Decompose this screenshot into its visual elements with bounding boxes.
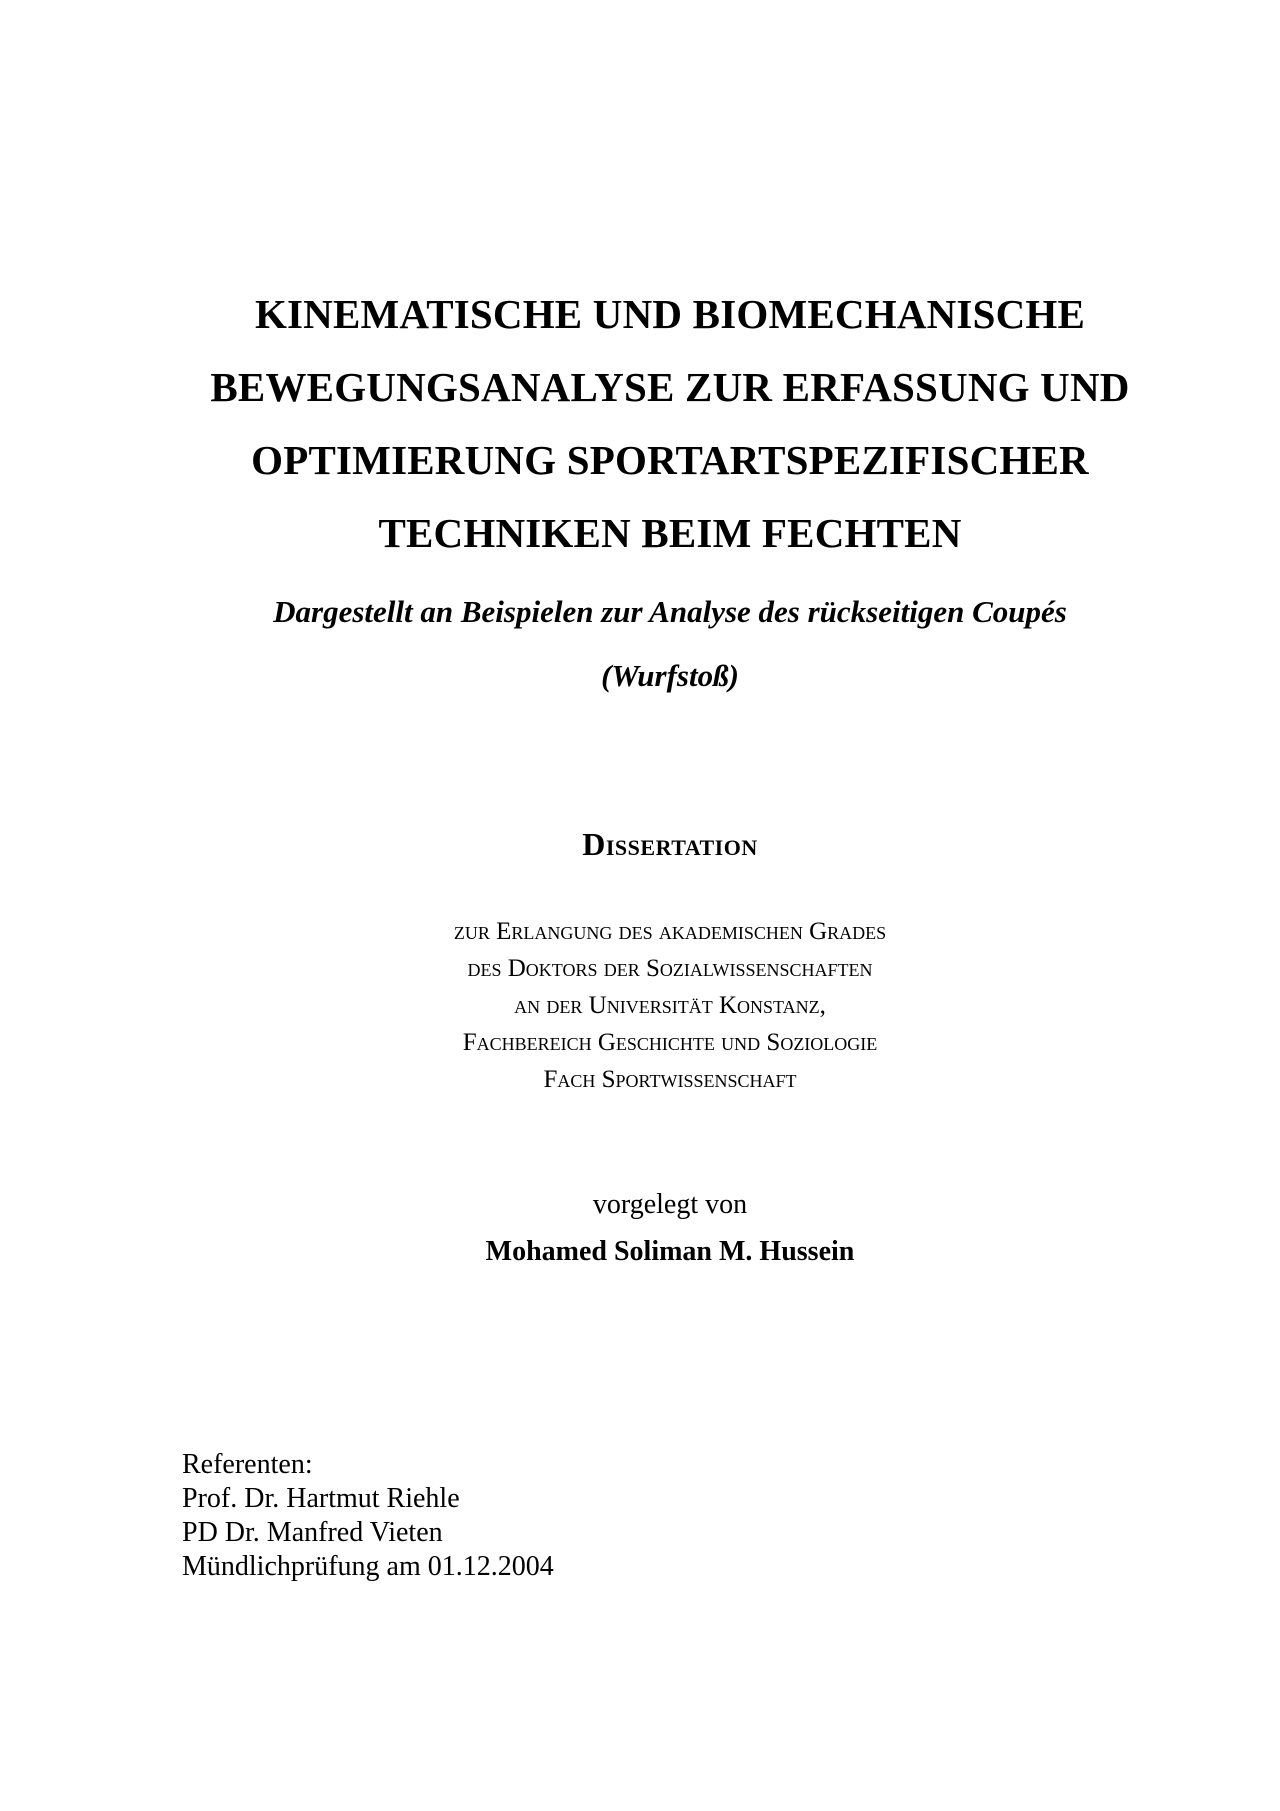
referees-heading: Referenten:: [182, 1449, 313, 1480]
title-line: BEWEGUNGSANALYSE ZUR ERFASSUNG UND: [210, 364, 1130, 410]
degree-line: zur Erlangung des akademischen Grades: [453, 918, 887, 945]
author-name: Mohamed Soliman M. Hussein: [485, 1236, 855, 1267]
exam-date: Mündlichprüfung am 01.12.2004: [182, 1551, 554, 1582]
degree-statement: [0, 913, 1280, 1098]
degree-line: des Doktors der Sozialwissenschaften: [467, 955, 873, 982]
subtitle-line: Dargestellt an Beispielen zur Analyse des rückseitigen Coupés: [273, 594, 1067, 629]
referee-name: Prof. Dr. Hartmut Riehle: [182, 1483, 460, 1514]
degree-line: Fach Sportwissenschaft: [543, 1066, 797, 1093]
presented-by: vorgelegt von: [592, 1189, 748, 1220]
thesis-subtitle: [0, 580, 1280, 708]
title-line: KINEMATISCHE UND BIOMECHANISCHE: [254, 291, 1086, 337]
subtitle-line: (Wurfstoß): [601, 658, 739, 693]
degree-line: Fachbereich Geschichte und Soziologie: [462, 1029, 878, 1056]
title-line: OPTIMIERUNG SPORTARTSPEZIFISCHER: [251, 437, 1089, 483]
degree-line: an der Universität Konstanz,: [514, 992, 826, 1019]
thesis-title: [0, 278, 1280, 570]
title-line: TECHNIKEN BEIM FECHTEN: [378, 510, 962, 556]
referees-block: [182, 1448, 982, 1584]
referee-name: PD Dr. Manfred Vieten: [182, 1517, 443, 1548]
document-type: Dissertation: [582, 826, 758, 862]
